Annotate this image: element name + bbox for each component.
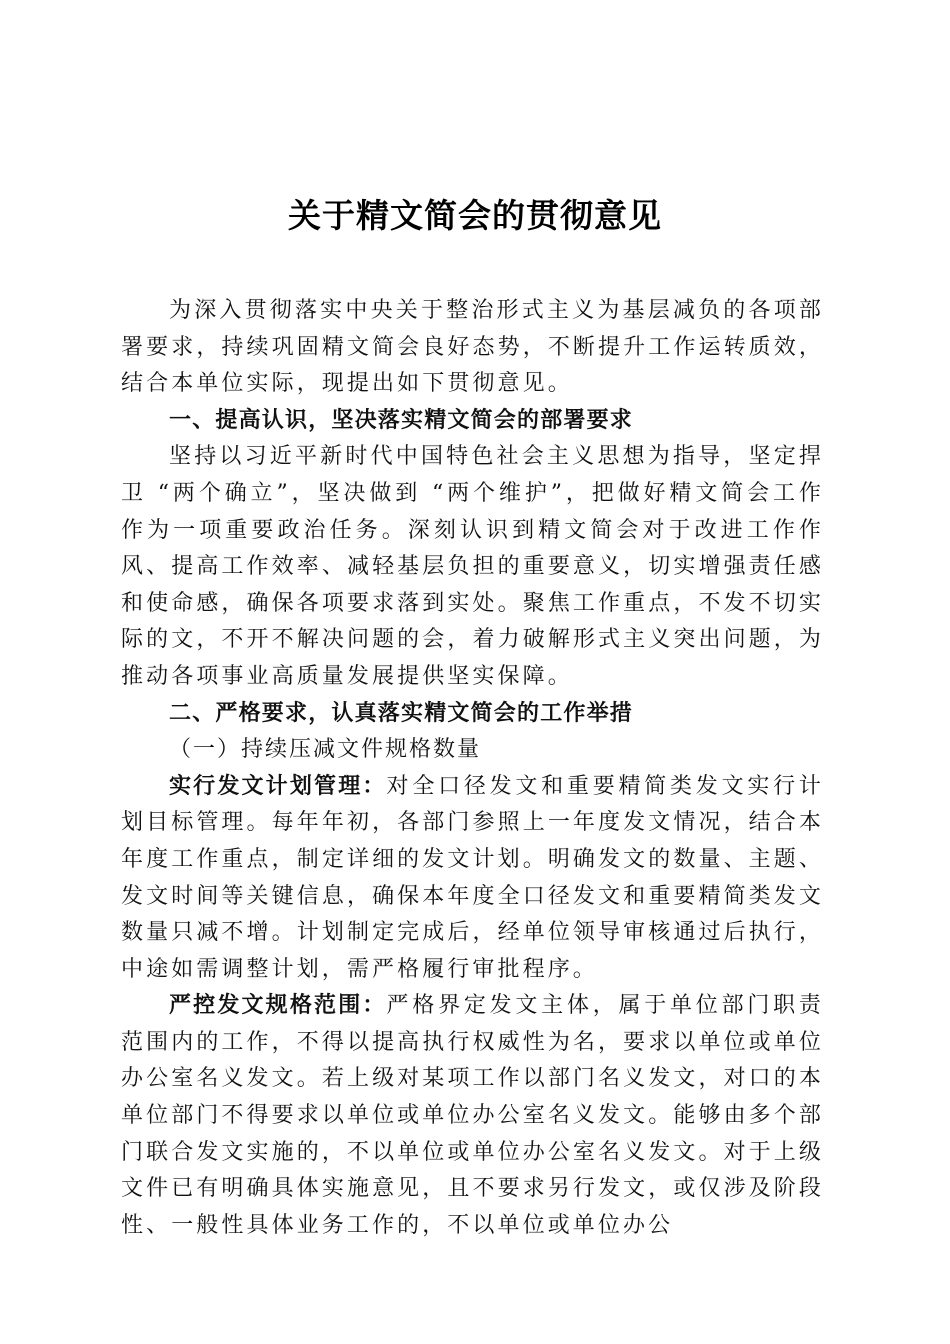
section-1-heading: 一、提高认识，坚决落实精文简会的部署要求 <box>169 407 634 433</box>
item-1-body: 对全口径发文和重要精简类发文实行计划目标管理。每年年初，各部门参照上一年度发文情况，结合本年度工作重点，制定详细的发文计划。明确发文的数量、主题、发文时间等关键信息，确保本年度全口径发文和重要精简类发文数量只减不增。计划制定完成后，经单位领导审核通过后执行，中途如需调整计划，需严格履行审批程序。 <box>121 773 824 982</box>
section-2-heading: 二、严格要求，认真落实精文简会的工作举措 <box>169 700 634 726</box>
item-2-lead: 严控发文规格范围： <box>169 993 387 1019</box>
item-1-paragraph <box>121 769 824 989</box>
item-2-body: 严格界定发文主体，属于单位部门职责范围内的工作，不得以提高执行权威性为名，要求以单位或单位办公室名义发文。若上级对某项工作以部门名义发文，对口的本单位部门不得要求以单位或单位办公室名义发文。能够由多个部门联合发文实施的，不以单位或单位办公室名义发文。对于上级文件已有明确具体实施意见，且不要求另行发文，或仅涉及阶段性、一般性具体业务工作的，不以单位或单位办公 <box>121 993 824 1238</box>
item-2-paragraph <box>121 988 824 1244</box>
intro-paragraph: 为深入贯彻落实中央关于整治形式主义为基层减负的各项部署要求，持续巩固精文简会良好态势，不断提升工作运转质效，结合本单位实际，现提出如下贯彻意见。 <box>121 298 824 397</box>
document-body <box>121 293 824 1244</box>
document-title: 关于精文简会的贯彻意见 <box>288 196 662 235</box>
section-1-paragraph: 坚持以习近平新时代中国特色社会主义思想为指导，坚定捍卫 “两个确立”，坚决做到 “两个维护”，把做好精文简会工作作为一项重要政治任务。深刻认识到精文简会对于改进工作作风、提高工作效率、减轻基层负担的重要意义，切实增强责任感和使命感，确保各项要求落到实处。聚焦工作重点，不发不切实际的文，不开不解决问题的会，着力破解形式主义突出问题，为推动各项事业高质量发展提供坚实保障。 <box>121 444 824 689</box>
item-1-lead: 实行发文计划管理： <box>169 773 387 799</box>
section-2-subheading: （一）持续压减文件规格数量 <box>169 737 482 763</box>
